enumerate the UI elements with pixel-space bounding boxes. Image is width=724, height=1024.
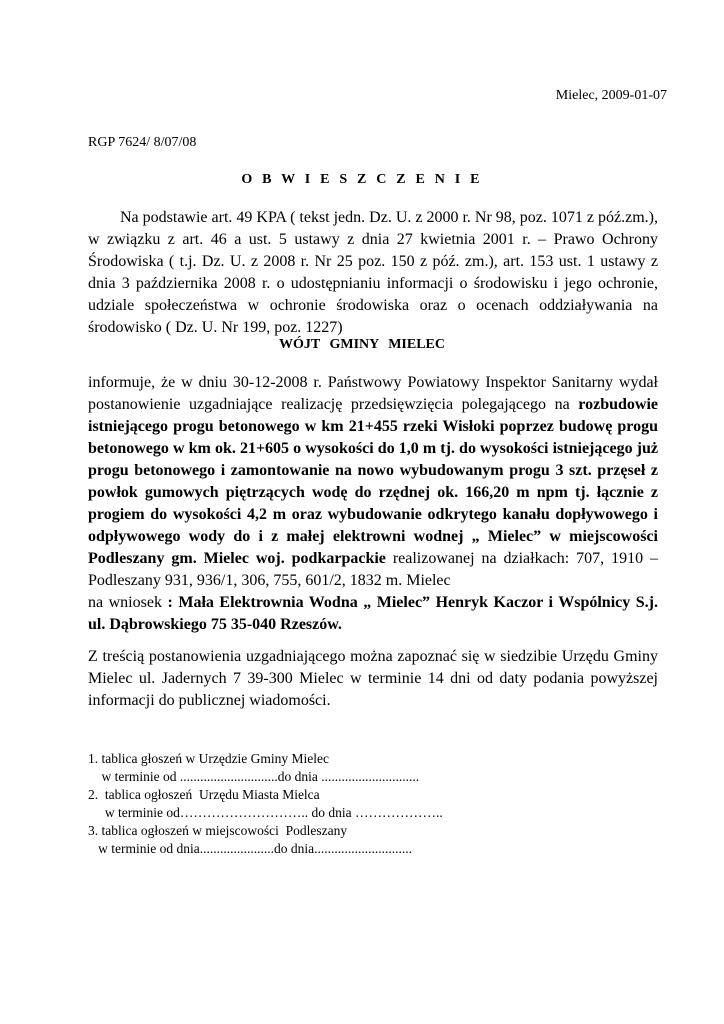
project-description: rozbudowie istniejącego progu betonowego w km 21+455 rzeki Wisłoki poprzez budowę progu betonowego w km ok. 21+605 o wysokości do 1,0 m tj. do wysokości istniejącego już progu betonowego i zamontowanie na nowo wybudowanym progu 3 szt. przęseł z powłok gumowych piętrzących wodę do rzędnej ok. 166,20 m npm tj. łącznie z progiem do wysokości 4,2 m oraz wybudowanie odkrytego kanału dopływowego i odpływowego wody do i z małej elektrowni wodnej „ Mielec” w miejscowości Podleszany gm. Mielec woj. podkarpackie [88,396,658,567]
applicant-name: : Mała Elektrownia Wodna „ Mielec” Henryk Kaczor i Wspólnicy S.j. ul. Dąbrowskiego 75 35-040 Rzeszów. [88,594,658,633]
place-date: Mielec, 2009-01-07 [555,88,667,103]
list-item: w terminie od .............................do dnia ............................. [88,769,420,784]
applicant-label: na wniosek [88,594,168,611]
notice-paragraph: Z treścią postanowienia uzgadniającego można zapoznać się w siedzibie Urzędu Gminy Mielec ul. Jadernych 7 39-300 Mielec w terminie 14 dni od daty podania powyższej informacji do publicznej wiadomości. [88,648,658,709]
document-title: O B W I E S Z C Z E N I E [241,172,483,187]
distribution-list [88,750,443,858]
list-item: 2. tablica ogłoszeń Urzędu Miasta Mielca [88,787,320,802]
legal-basis-text: Na podstawie art. 49 KPA ( tekst jedn. Dz. U. z 2000 r. Nr 98, poz. 1071 z póź.zm.), w związku z art. 46 a ust. 5 ustawy z dnia 27 kwietnia 2001 r. – Prawo Ochrony Środowiska ( t.j. Dz. U. z 2008 r. Nr 25 poz. 150 z póź. zm.), art. 153 ust. 1 ustawy z dnia 3 października 2008 r. o udostępnianiu informacji o środowisku i jego ochronie, udziale społeczeństwa w ochronie środowiska oraz o ocenach oddziaływania na środowisko ( Dz. U. Nr 199, poz. 1227) [88,209,658,336]
decision-paragraph [88,372,658,636]
decision-lead: informuje, że w dniu 30-12-2008 r. Państwowy Powiatowy Inspektor Sanitarny wydał postanowienie uzgadniające realizację przedsięwzięcia polegającego na [88,374,658,413]
reference-number: RGP 7624/ 8/07/08 [88,135,197,150]
legal-basis-paragraph [88,207,658,339]
list-item: 1. tablica głoszeń w Urzędzie Gminy Mielec [88,751,330,766]
list-item: w terminie od dnia......................do dnia............................. [88,841,412,856]
plots-text: realizowanej na działkach: 707, 1910 – Podleszany 931, 936/1, 306, 755, 601/2, 1832 m. Mielec [88,550,658,589]
list-item: w terminie od……………………….. do dnia ……………….. [88,805,443,820]
issuing-authority: WÓJT GMINY MIELEC [278,337,445,352]
list-item: 3. tablica ogłoszeń w miejscowości Podleszany [88,823,348,838]
